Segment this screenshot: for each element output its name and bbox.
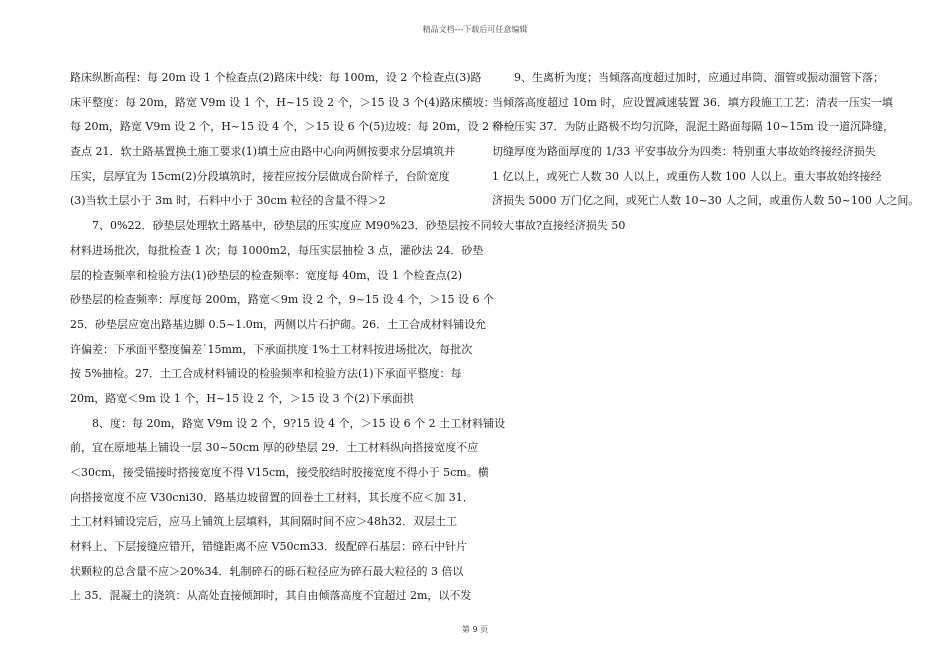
text-line: (3)当软土层小于 3m 时，石料中小于 30cm 粒径的含量不得＞2: [70, 194, 386, 208]
text-line: 向搭接宽度不应 V30cni30．路基边坡留置的回卷土工材料，其长度不应＜加 31．: [70, 490, 474, 504]
text-line: 每 20m，路宽 V9m 设 2 个，H~15 设 4 个，＞15 设 6 个(5)边坡：每 20m，设 2 个检: [70, 120, 515, 134]
text-line: 9、生离析为度；当倾落高度超过加时，应通过串筒、溜管或振动溜管下落；: [492, 71, 884, 84]
text-line: 按 5%抽检。27．土工合成材料铺设的检验频率和检验方法(1)下承面平整度：每: [70, 367, 462, 381]
text-line: 许偏差：下承面平整度偏差˙15mm，下承面拱度 1%土工材料按进场批次，每批次: [70, 342, 473, 356]
text-line: 上 35．混凝土的浇筑：从高处直接倾卸时，其自由倾落高度不宜超过 2m，以不发: [70, 589, 472, 603]
text-line: 材料上、下层接缝应错开，错缝距离不应 V50cm33．级配碎石基层：碎石中针片: [70, 540, 468, 554]
text-line: 25．砂垫层应宽出路基边脚 0.5~1.0m，两侧以片石护砌。26．土工合成材料铺设允: [70, 317, 487, 331]
text-line: 土工材料铺设完后，应马上铺筑上层填料，其间隔时间不应＞48h32．双层土工: [70, 515, 458, 529]
text-line: 20m，路宽＜9m 设 1 个，H~15 设 2 个，＞15 设 3 个(2)下承面拱: [70, 391, 414, 405]
text-line: 床平整度：每 20m，路宽 V9m 设 1 个，H~15 设 2 个，＞15 设 3 个(4)路床横坡：: [70, 95, 495, 109]
text-line: 当倾落高度超过 10m 时，应设置减速装置 36．填方段施工工艺：清表一压实一填: [492, 95, 893, 109]
page-header: 精品文档---下载后可任意编辑: [422, 25, 528, 34]
text-line: 8、度：每 20m，路宽 V9m 设 2 个，9?15 设 4 个，＞15 设 6 个 2 土工材料铺设: [70, 416, 506, 430]
text-line: 材料进场批次，每批检查 1 次；每 1000m2，每压实层抽检 3 点，灌砂法 24．砂垫: [70, 243, 484, 257]
text-line: 状颗粒的总含量不应＞20%34．轧制碎石的砾石粒径应为碎石最大粒径的 3 倍以: [70, 564, 464, 578]
text-line: 料一压实 37．为防止路极不均匀沉降，混泥土路面每隔 10~15m 设一道沉降缝，: [492, 120, 895, 134]
text-line: 砂垫层的检查频率：厚度每 200m，路宽＜9m 设 2 个，9~15 设 4 个，＞15 设 6 个: [70, 293, 495, 307]
text-line: ＜30cm，接受锚接时搭接宽度不得 V15cm，接受胶结时胶接宽度不得小于 5cm。横: [70, 466, 489, 479]
text-line: 路床纵断高程：每 20m 设 1 个检查点(2)路床中线：每 100m，设 2 个检查点(3)路: [70, 71, 482, 84]
text-line: 7、0%22．砂垫层处理软土路基中，砂垫层的压实度应 M90%23．砂垫层按不同: [70, 219, 492, 233]
text-line: 较大事故?直接经济损失 50: [492, 219, 626, 233]
text-line: 查点 21．软土路基置换土施工要求(1)填土应由路中心向两侧按要求分层填筑并: [70, 145, 456, 159]
text-line: 济损失 5000 万门亿之间，或死亡人数 10~30 人之间，或重伤人数 50~100 人之间。: [492, 194, 920, 208]
page-number: 第 9 页: [461, 625, 489, 634]
left-text-column: [70, 66, 515, 609]
text-line: 压实，层厚宜为 15cm(2)分段填筑时，接茬应按分层做成台阶样子，台阶宽度: [70, 169, 450, 183]
text-line: 前，宜在原地基上铺设一层 30~50cm 厚的砂垫层 29．土工材料纵向搭接宽度不应: [70, 441, 479, 455]
text-line: 层的检查频率和检验方法(1)砂垫层的检查频率：宽度每 40m，设 1 个检查点(2): [70, 268, 463, 282]
text-line: 1 亿以上，或死亡人数 30 人以上，或重伤人数 100 人以上。重大事故始终接经: [492, 169, 882, 183]
text-line: 切缝厚度为路面厚度的 1/33 平安事故分为四类：特别重大事故始终接经济损失: [492, 145, 876, 159]
right-text-column: [492, 66, 920, 239]
